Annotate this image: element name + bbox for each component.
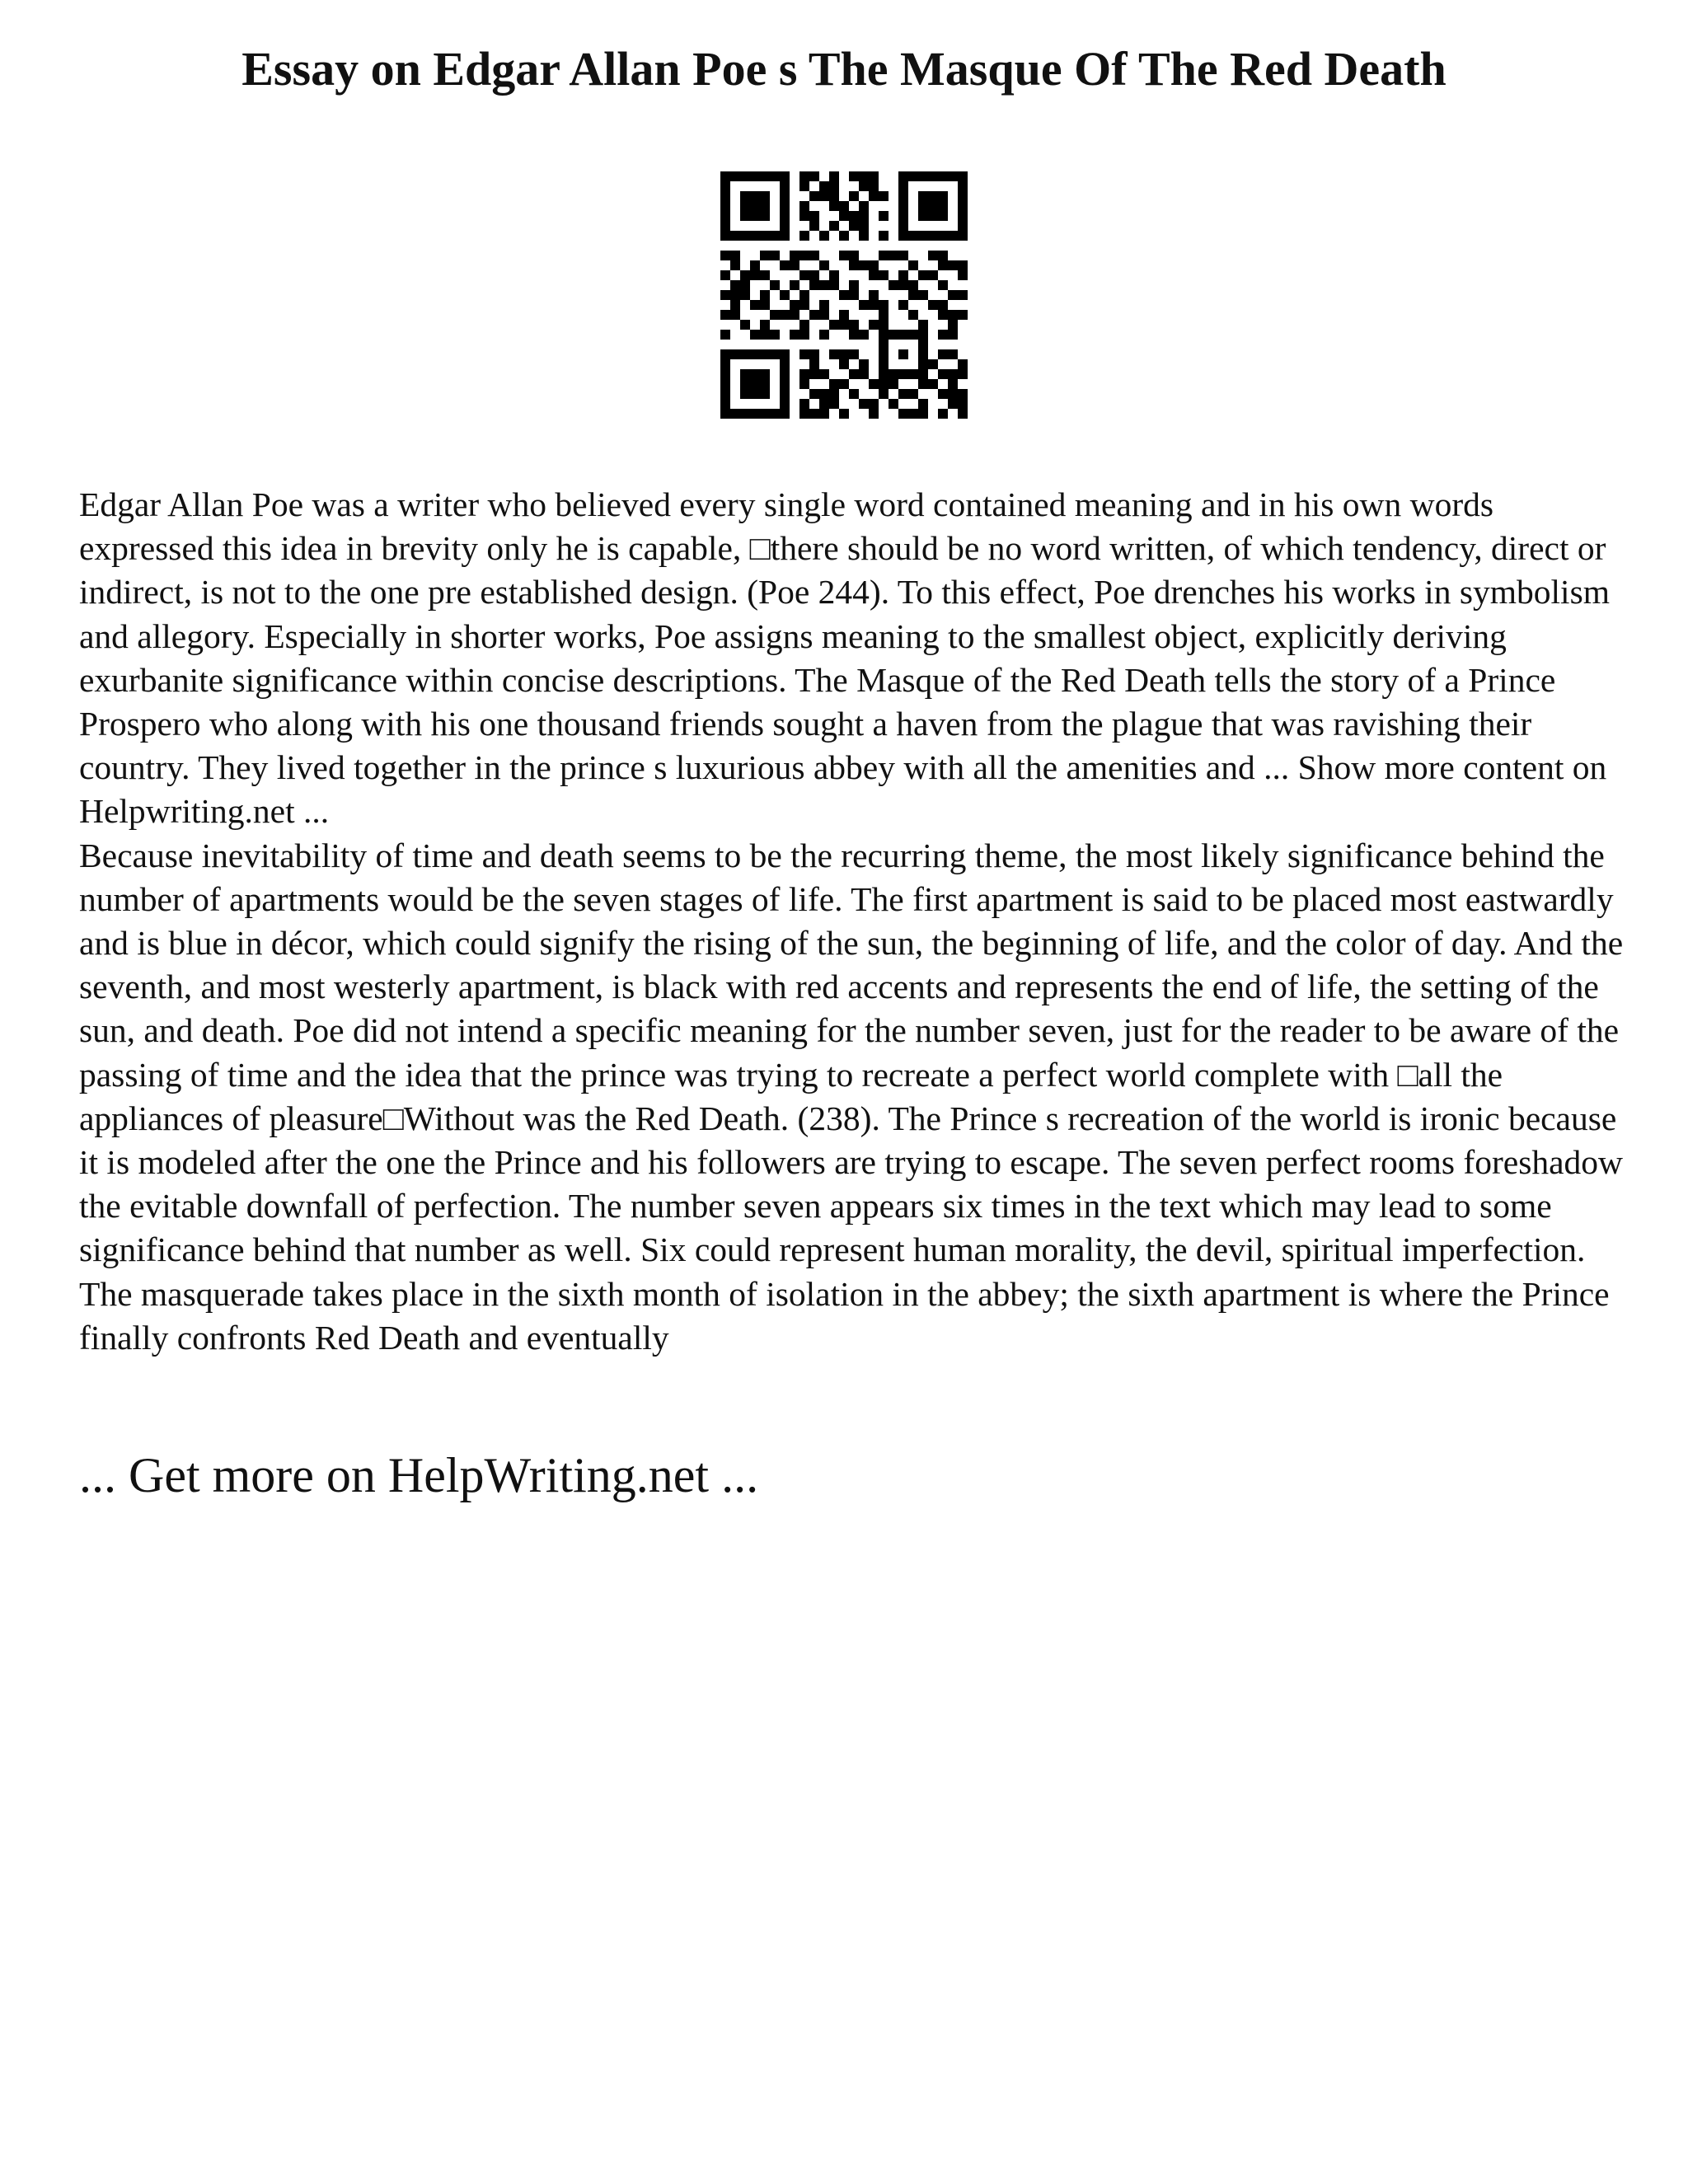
essay-paragraph: Edgar Allan Poe was a writer who believed every single word contained meaning and in his own words expressed this idea in brevity only he is capable, □there should be no word written, of which tendency, direct or indirect, is not to the one pre established design. (Poe 244). To this effect, Poe drenches his works in symbolism and allegory. Especially in shorter works, Poe assigns meaning to the smallest object, explicitly deriving exurbanite significance within concise descriptions. The Masque of the Red Death tells the story of a Prince Prospero who along with his one thousand friends sought a haven from the plague that was ravishing their country. They lived together in the prince s luxurious abbey with all the amenities and ... Show more content on Helpwriting.net ... bbox=[79, 485, 1611, 831]
get-more-link[interactable]: ... Get more on HelpWriting.net ... bbox=[79, 1448, 759, 1502]
page-title: Essay on Edgar Allan Poe s The Masque Of The Red Death bbox=[241, 42, 1447, 96]
essay-body bbox=[79, 483, 1629, 1360]
essay-paragraph: Because inevitability of time and death seems to be the recurring theme, the most likely significance behind the number of apartments would be the seven stages of life. The first apartment is said to be placed most eastwardly and is blue in décor, which could signify the rising of the sun, the beginning of life, and the color of day. And the seventh, and most westerly apartment, is black with red accents and represents the end of life, the setting of the sun, and death. Poe did not intend a specific meaning for the number seven, just for the reader to be aware of the passing of time and the idea that the prince was trying to recreate a perfect world complete with □all the appliances of pleasure□Without was the Red Death. (238). The Prince s recreation of the world is ironic because it is modeled after the one the Prince and his followers are trying to escape. The seven perfect rooms foreshadow the evitable downfall of perfection. The number seven appears six times in the text which may lead to some significance behind that number as well. Six could represent human morality, the devil, spiritual imperfection. The masquerade takes place in the sixth month of isolation in the abbey; the sixth apartment is where the Prince finally confronts Red Death and eventually bbox=[79, 836, 1624, 1357]
qr-code-icon bbox=[720, 171, 968, 419]
